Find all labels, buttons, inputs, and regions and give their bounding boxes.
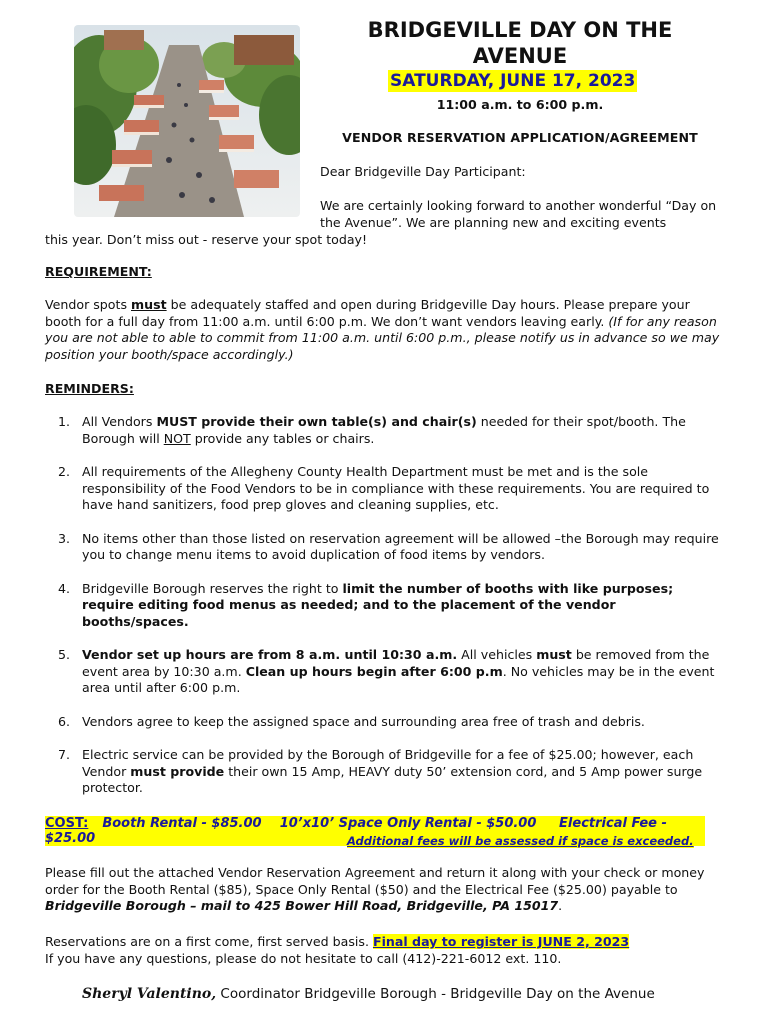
item-text: provide any tables or chairs. bbox=[190, 430, 375, 446]
intro-text: We are certainly looking forward to another wonderful “Day on the Avenue”. We are planning new and exciting events bbox=[320, 198, 717, 230]
signature-line bbox=[82, 986, 655, 1002]
greeting: Dear Bridgeville Day Participant: bbox=[320, 164, 526, 179]
reservations-paragraph bbox=[45, 934, 730, 967]
list-item bbox=[58, 414, 724, 447]
reminders-heading bbox=[45, 381, 730, 398]
list-item bbox=[58, 747, 724, 797]
item-number: 7. bbox=[58, 747, 71, 762]
street-fair-photo bbox=[74, 25, 300, 217]
requirement-text-2: be adequately staffed and open during Bridgeville Day hours. Please prepare your booth for a full day from 11:00 a.m. until 6:00 p.m. We don’t want vendors leaving early. bbox=[45, 297, 690, 329]
item-text: All requirements of the Allegheny County Health Department must be met and is the sole responsibility of the Food Vendors to be in compliance with these requirements. You are required to have hand sanitizers, food prep gloves and cleaning supplies, etc. bbox=[82, 464, 710, 512]
space-rental: 10’x10’ Space Only Rental - $50.00 bbox=[279, 816, 537, 831]
item-bold: Clean up hours begin after 6:00 p.m bbox=[245, 663, 503, 679]
item-number: 5. bbox=[58, 647, 71, 662]
registration-deadline: Final day to register is JUNE 2, 2023 bbox=[372, 934, 630, 949]
cost-label: COST: bbox=[45, 816, 89, 831]
item-text: All vehicles bbox=[457, 647, 537, 662]
item-text: All Vendors bbox=[82, 414, 157, 429]
signature-name: Sheryl Valentino, bbox=[82, 986, 217, 1002]
item-text: No items other than those listed on reservation agreement will be allowed –the Borough may require you to change menu items to avoid duplication of food items by vendors. bbox=[82, 530, 719, 562]
item-bold: Vendor set up hours are from 8 a.m. until 10:30 a.m. bbox=[82, 647, 458, 662]
electrical-fee: Electrical Fee - $25.00 bbox=[45, 816, 667, 846]
item-text: be removed from the event area by 10:30 a.m. bbox=[82, 647, 710, 679]
cost-section bbox=[45, 816, 705, 846]
item-text: needed for their spot/booth. The Borough will bbox=[82, 414, 686, 446]
item-number: 4. bbox=[58, 580, 71, 596]
list-item bbox=[58, 530, 724, 564]
list-item bbox=[58, 464, 724, 514]
item-number: 2. bbox=[58, 464, 71, 479]
item-bold: must provide bbox=[130, 763, 225, 779]
event-hours: 11:00 a.m. to 6:00 p.m. bbox=[436, 97, 604, 112]
page-title: BRIDGEVILLE DAY ON THE AVENUE bbox=[367, 18, 673, 68]
item-text: Electric service can be provided by the Borough of Bridgeville for a fee of $25.00; however, each Vendor bbox=[82, 747, 694, 779]
requirement-note: (If for any reason you are not able to able to commit from 11:00 a.m. until 6:00 p.m., please notify us in advance so we may position your booth/space accordingly.) bbox=[45, 313, 720, 362]
requirement-heading bbox=[45, 264, 730, 281]
event-date: SATURDAY, JUNE 17, 2023 bbox=[390, 71, 636, 91]
item-bold: limit the number of booths with like purposes; require editing food menus as needed; and to the placement of the vendor booths/spaces. bbox=[82, 580, 674, 629]
instructions-text: Please fill out the attached Vendor Reservation Agreement and return it along with your check or money order for the Booth Rental ($85), Space Only Rental ($50) and the Electrical Fee ($25.00) payable to bbox=[45, 865, 705, 897]
item-number: 3. bbox=[58, 530, 71, 546]
item-underline: NOT bbox=[163, 430, 191, 446]
intro-text-continued: this year. Don’t miss out - reserve your spot today! bbox=[45, 232, 368, 247]
requirement-text: Vendor spots bbox=[45, 297, 132, 312]
instructions-end: . bbox=[558, 898, 563, 913]
document-subtitle: VENDOR RESERVATION APPLICATION/AGREEMENT bbox=[342, 130, 698, 145]
booth-rental: Booth Rental - $85.00 bbox=[102, 816, 262, 831]
requirement-must: must bbox=[131, 297, 167, 312]
list-item bbox=[58, 713, 724, 731]
item-number: 6. bbox=[58, 713, 71, 729]
item-bold: must bbox=[536, 647, 572, 662]
requirement-paragraph bbox=[45, 297, 730, 363]
requirement-heading-text: REQUIREMENT: bbox=[45, 264, 152, 279]
item-text: . No vehicles may be in the event area until after 6:00 p.m. bbox=[82, 663, 715, 695]
item-text: Vendors agree to keep the assigned space and surrounding area free of trash and debris. bbox=[82, 713, 645, 729]
payee-address: Bridgeville Borough – mail to 425 Bower Hill Road, Bridgeville, PA 15017 bbox=[45, 898, 559, 913]
item-bold: MUST provide their own table(s) and chair(s) bbox=[156, 414, 477, 429]
reservations-text: Reservations are on a first come, first served basis. bbox=[45, 934, 373, 949]
item-text: Bridgeville Borough reserves the right to bbox=[82, 580, 343, 596]
item-text: their own 15 Amp, HEAVY duty 50’ extension cord, and 5 Amp power surge protector. bbox=[82, 763, 703, 795]
reminders-heading-text: REMINDERS: bbox=[45, 381, 134, 396]
signature-title: Coordinator Bridgeville Borough - Bridgeville Day on the Avenue bbox=[216, 986, 655, 1002]
reminders-list bbox=[58, 414, 724, 814]
instructions-paragraph bbox=[45, 865, 730, 915]
item-number: 1. bbox=[58, 414, 71, 429]
contact-text: If you have any questions, please do not hesitate to call (412)-221-6012 ext. 110. bbox=[45, 950, 562, 966]
list-item bbox=[58, 580, 724, 631]
list-item bbox=[58, 647, 724, 697]
additional-fees-note: Additional fees will be assessed if space is exceeded. bbox=[347, 834, 694, 848]
